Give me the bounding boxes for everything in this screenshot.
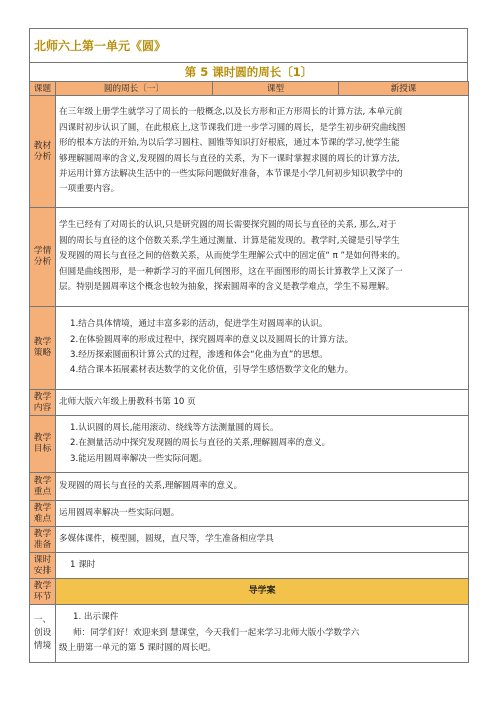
content-row <box>30 390 469 416</box>
lesson-plan-table <box>29 81 469 663</box>
content-text: 北师大版六年级上册教科书第 10 页 <box>56 390 469 416</box>
title-block <box>29 28 468 62</box>
key-label: 教学 重点 <box>30 473 56 501</box>
difficulty-label: 教学 难点 <box>30 501 56 527</box>
scene-row <box>30 605 469 663</box>
materials-label: 教材 分析 <box>30 96 56 208</box>
scene-label: 一、 创设 情境 <box>30 605 56 663</box>
scene-text: 1. 出示课件 师：同学们好！欢迎来到 慧课堂，今天我们一起来学习北师大版小学数学六 级上册第一单元的第 5 课时圆的周长吧。 <box>56 605 469 663</box>
header-row <box>30 82 469 96</box>
strategy-label: 教学 策略 <box>30 307 56 390</box>
lesson-plan-page <box>29 28 468 663</box>
learners-label: 学情 分析 <box>30 208 56 307</box>
key-text: 发现圆的周长与直径的关系,理解圆周率的意义。 <box>56 473 469 501</box>
lesson-title-row <box>29 62 468 81</box>
learners-text: 学生已经有了对周长的认识,只是研究圆的周长需要探究圆的周长与直径的关系, 那么,对于 圆的周长与直径的这个倍数关系,学生通过测量、计算是能发现的。教学时,关键是引导学生 发现圆的周长与直径之间的倍数关系，从而使学生理解公式中的固定值“ π ”是如何得来的。 但圆是曲线图形，是一种新学习的平面几何图形，这在平面图形的周长计算教学上又深了一 层。特别是圆周率这个概念也较为抽象，探索圆周率的含义是教学难点，学生不易理解。 <box>56 208 469 307</box>
hours-text: 1 课时 <box>56 553 469 579</box>
type-label: 课型 <box>213 82 339 96</box>
lesson-title: 第 5 课时圆的周长〔1〕 <box>184 65 313 79</box>
content-label: 教学 内容 <box>30 390 56 416</box>
learners-row <box>30 208 469 307</box>
topic-label: 课题 <box>30 82 56 96</box>
goals-row <box>30 416 469 473</box>
steps-label: 教学 环节 <box>30 579 56 605</box>
hours-label: 课时 安排 <box>30 553 56 579</box>
difficulty-row <box>30 501 469 527</box>
goals-text: 1.认识圆的周长,能用滚动、绕线等方法测量圆的周长。 2.在测量活动中探究发现圆的周长与直径的关系,理解圆周率的意义。 3.能运用圆周率解决一些实际问题。 <box>56 416 469 473</box>
doc-title: 北师六上第一单元《圆》 <box>34 39 167 53</box>
steps-header: 导学案 <box>56 579 469 605</box>
prep-row <box>30 527 469 553</box>
materials-row <box>30 96 469 208</box>
prep-text: 多媒体课件，模型圆，圆规，直尺等，学生准备相应学具 <box>56 527 469 553</box>
hours-row <box>30 553 469 579</box>
materials-text: 在三年级上册学生就学习了周长的一般概念,以及长方形和正方形周长的计算方法, 本单元前 四课时初步认识了圆，在此根底上,这节课我们进一步学习圆的周长，是学生初步研究曲线图 形的根本方法的开始,为以后学习圆柱、圆锥等知识打好根底，通过本节课的学习,使学生能 够理解圆周率的含义,发现圆的周长与直径的关系，为下一课时掌握求圆的周长的计算方法, 并运用计算方法解决生活中的一些实际问题做好准备，本节课是小学几何初步知识教学中的 一项重要内容。 <box>56 96 469 208</box>
strategy-row <box>30 307 469 390</box>
steps-row <box>30 579 469 605</box>
topic-value: 圆的周长〔一〕 <box>56 82 213 96</box>
type-value: 新授课 <box>339 82 469 96</box>
difficulty-text: 运用圆周率解决一些实际问题。 <box>56 501 469 527</box>
prep-label: 教学 准备 <box>30 527 56 553</box>
goals-label: 教学 目标 <box>30 416 56 473</box>
key-row <box>30 473 469 501</box>
strategy-text: 1.结合具体情境，通过丰富多彩的活动，促进学生对圆周率的认识。 2.在体验圆周率的形成过程中，探究圆周率的意义以及圆周长的计算方法。 3.经历探索圆面积计算公式的过程，渗透和体会“化曲为直”的思想。 4.结合课本拓展素材表达数学的文化价值，引导学生感悟数学文化的魅力。 <box>56 307 469 390</box>
